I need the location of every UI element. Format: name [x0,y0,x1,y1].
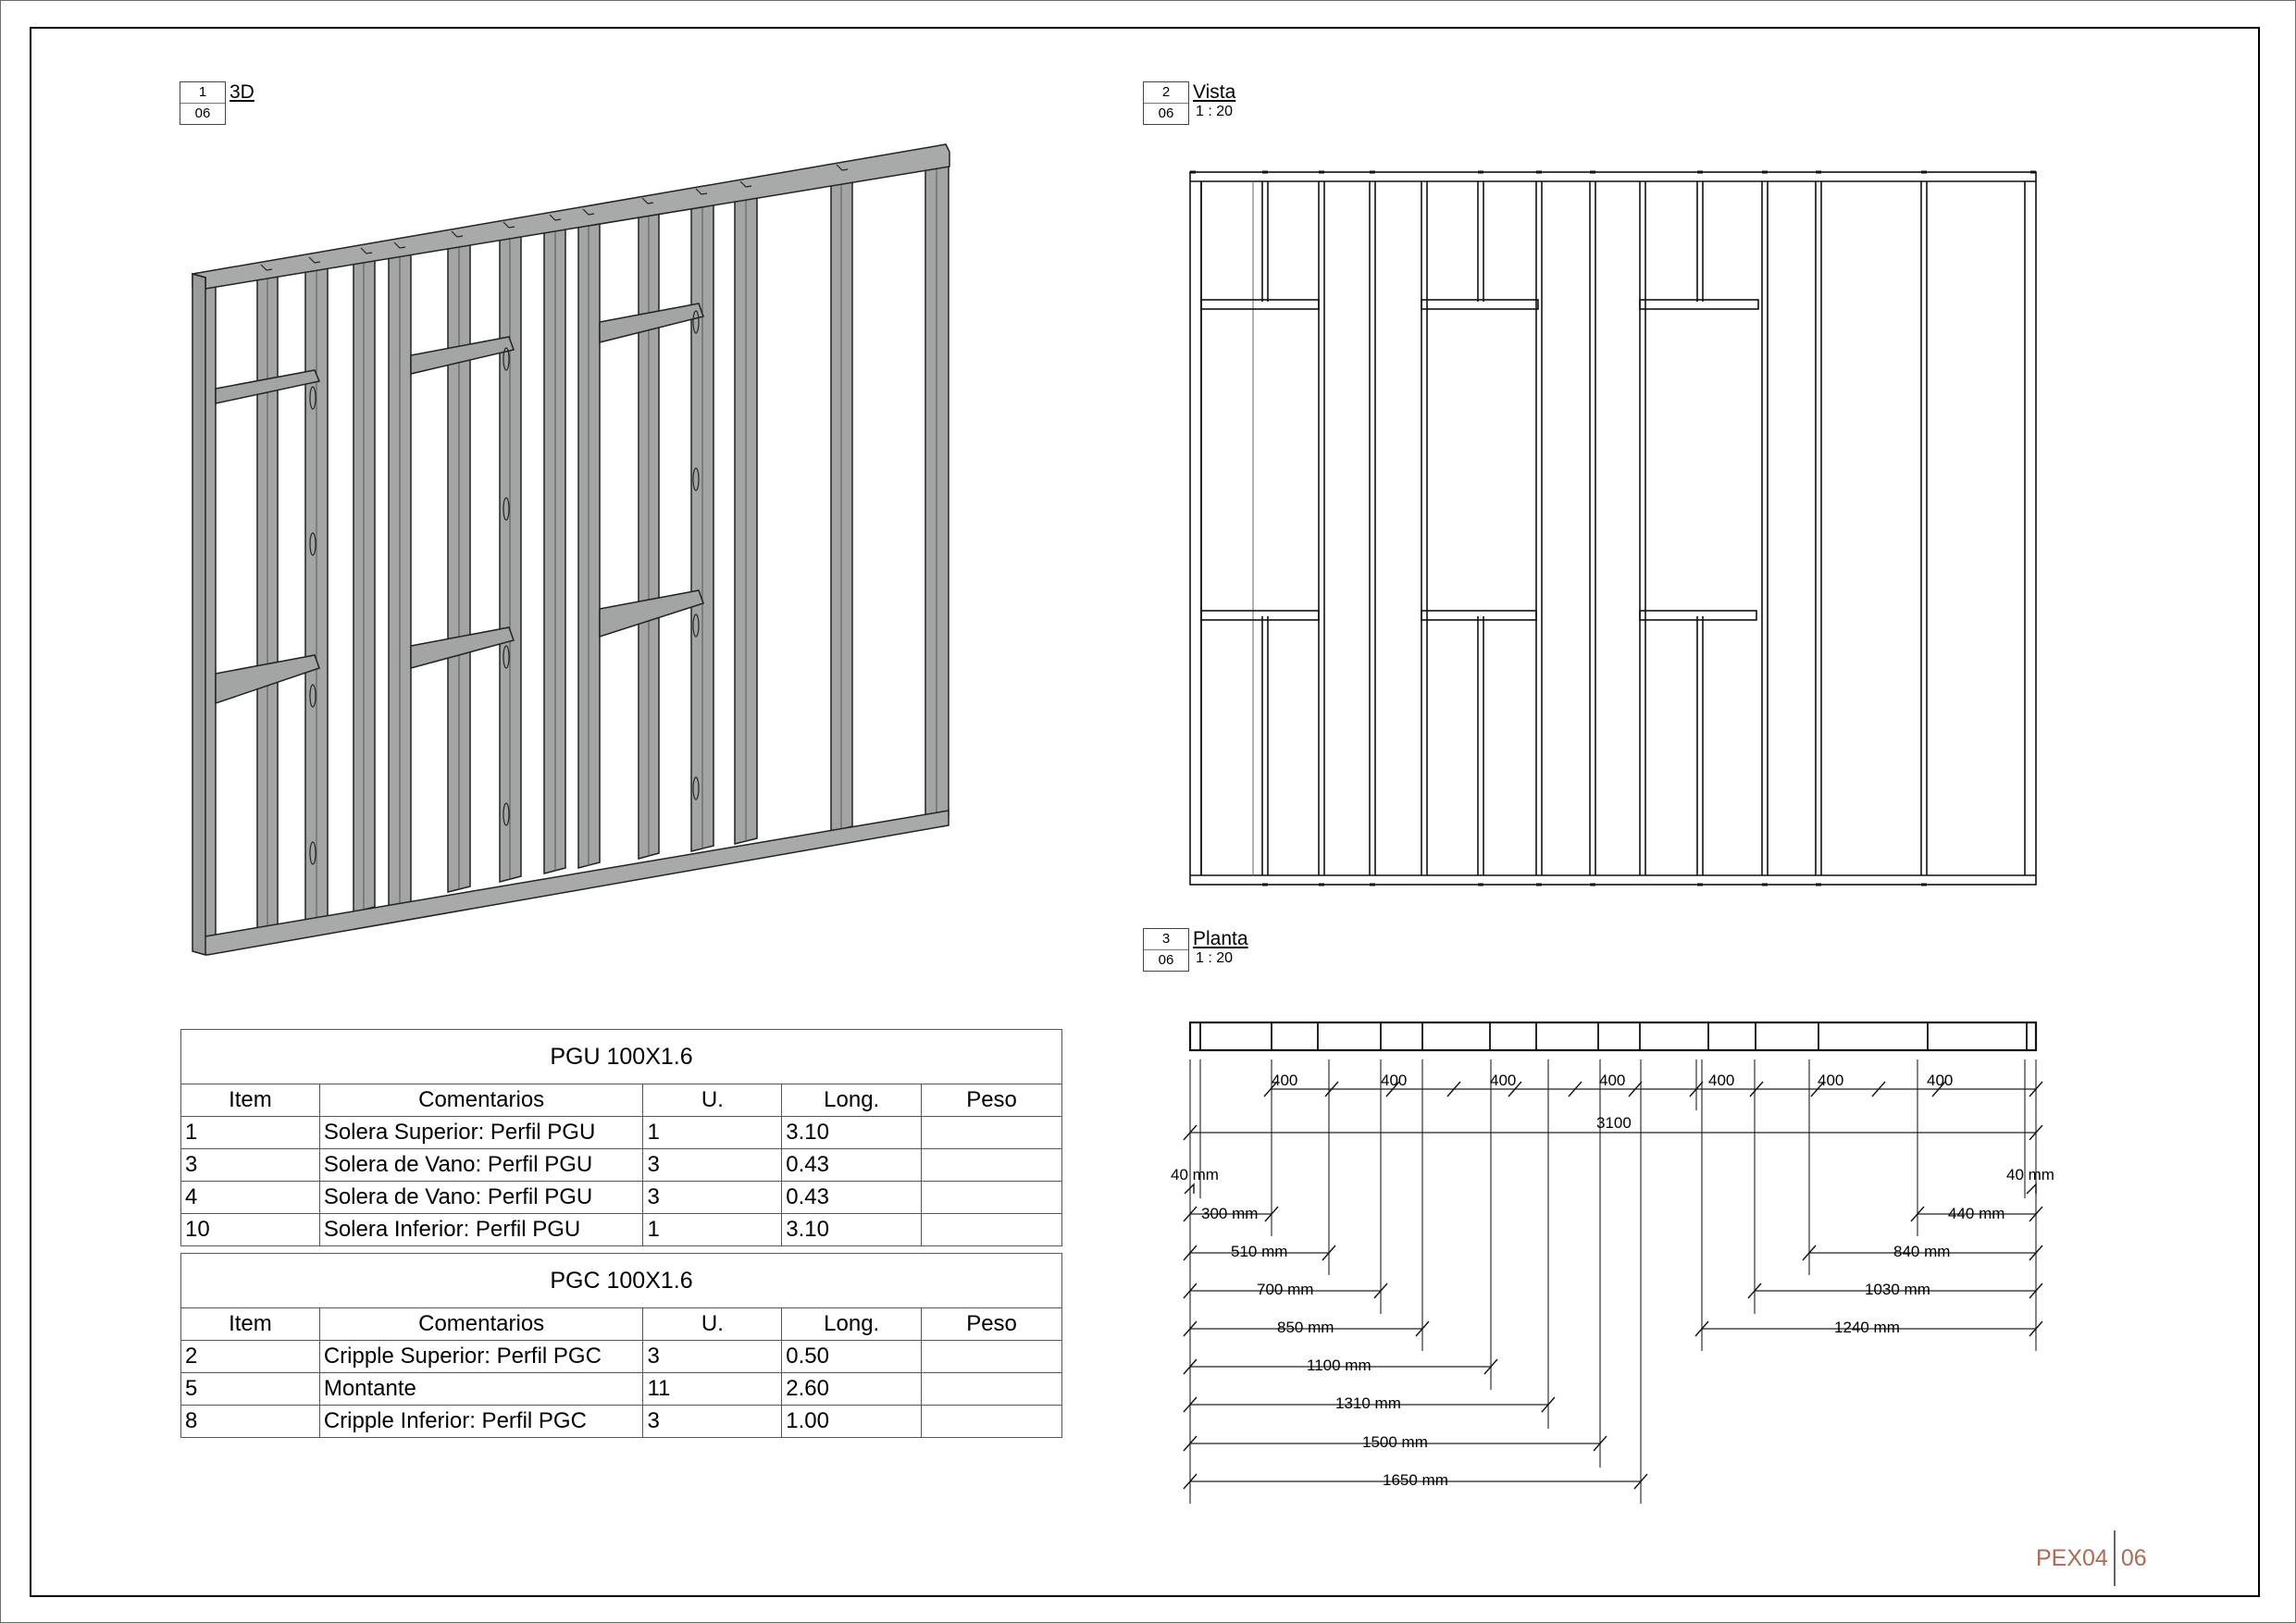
dim-edge-right: 40 mm [2006,1166,2054,1183]
col-header-long: Long. [782,1308,922,1341]
dim-spacing: 400 [1599,1072,1626,1089]
table-row [181,1406,1062,1438]
elevation-view[interactable] [1190,172,2036,885]
dim-from-left: 850 mm [1277,1319,1334,1336]
cell-long: 0.43 [782,1149,922,1182]
dim-from-right: 1030 mm [1865,1281,1930,1298]
dim-from-left: 1310 mm [1335,1394,1401,1412]
cell-long: 0.50 [782,1341,922,1373]
dim-from-left: 700 mm [1257,1281,1314,1298]
dim-edge-left: 40 mm [1171,1166,1219,1183]
cell-long: 1.00 [782,1406,922,1438]
elevation-headers [1201,300,1758,620]
cell-comentarios: Montante [319,1373,643,1406]
schedule-pgu [180,1029,1062,1246]
cell-long: 3.10 [782,1214,922,1246]
sheet-id [2036,1530,2147,1586]
view-title-3d[interactable]: 3D [230,81,254,103]
cell-u: 3 [643,1406,782,1438]
cell-u: 3 [643,1341,782,1373]
cell-item: 8 [181,1406,320,1438]
dim-from-left: 1500 mm [1362,1433,1428,1451]
elevation-outline [1190,172,2036,885]
cell-item: 5 [181,1373,320,1406]
plan-stud-sections [1200,1022,2027,1050]
col-header-comentarios: Comentarios [319,1084,643,1117]
col-header-u: U. [643,1308,782,1341]
view-title-planta[interactable]: Planta [1193,928,1248,949]
schedule-title: PGU 100X1.6 [181,1030,1062,1084]
cell-comentarios: Cripple Superior: Perfil PGC [319,1341,643,1373]
dim-from-left: 1650 mm [1383,1471,1448,1489]
view-sheet: 06 [1158,952,1174,968]
schedule-pgc [180,1253,1062,1438]
schedule-title: PGC 100X1.6 [181,1254,1062,1308]
table-row [181,1214,1062,1246]
cell-long: 0.43 [782,1182,922,1214]
plate-ticks [1190,172,2036,885]
view-title-vista[interactable]: Vista [1193,81,1236,103]
dim-spacing: 400 [1818,1072,1844,1089]
end-stud-left-3d [192,274,205,955]
dim-spacing: 400 [1927,1072,1954,1089]
view-sheet: 06 [194,105,211,121]
cell-comentarios: Solera de Vano: Perfil PGU [319,1149,643,1182]
view-scale: 1 : 20 [1196,104,1234,119]
cell-item: 1 [181,1117,320,1149]
table-row [181,1149,1062,1182]
cell-comentarios: Solera Superior: Perfil PGU [319,1117,643,1149]
col-header-long: Long. [782,1084,922,1117]
table-row [181,1341,1062,1373]
cell-comentarios: Solera de Vano: Perfil PGU [319,1182,643,1214]
sheet-code: PEX04 [2036,1544,2108,1571]
sheet-id-divider [2114,1530,2116,1586]
table-row [181,1182,1062,1214]
col-header-comentarios: Comentarios [319,1308,643,1341]
cell-u: 3 [643,1149,782,1182]
view-number: 1 [180,82,225,104]
dim-from-left: 1100 mm [1307,1357,1371,1374]
cell-item: 2 [181,1341,320,1373]
dim-from-right: 840 mm [1893,1243,1951,1260]
cell-peso [922,1117,1062,1149]
view-scale: 1 : 20 [1196,950,1234,966]
frame-3d-view[interactable] [192,144,949,955]
cell-item: 3 [181,1149,320,1182]
cell-peso [922,1182,1062,1214]
dim-from-left: 300 mm [1201,1205,1259,1222]
cell-item: 10 [181,1214,320,1246]
dim-spacing: 400 [1272,1072,1298,1089]
cell-comentarios: Solera Inferior: Perfil PGU [319,1214,643,1246]
col-header-peso: Peso [922,1084,1062,1117]
cell-comentarios: Cripple Inferior: Perfil PGC [319,1406,643,1438]
studs-3d [194,157,949,943]
dim-from-left: 510 mm [1231,1243,1288,1260]
table-row [181,1373,1062,1406]
dim-spacing: 400 [1381,1072,1408,1089]
cell-peso [922,1341,1062,1373]
cell-u: 1 [643,1117,782,1149]
dim-total: 3100 [1596,1114,1632,1132]
view-number: 3 [1144,929,1188,950]
col-header-peso: Peso [922,1308,1062,1341]
plan-view[interactable] [1184,1022,2042,1504]
dim-from-right: 440 mm [1948,1205,2005,1222]
cell-item: 4 [181,1182,320,1214]
col-header-item: Item [181,1308,320,1341]
cell-u: 11 [643,1373,782,1406]
cell-long: 3.10 [782,1117,922,1149]
sheet-number: 06 [2120,1544,2147,1571]
col-header-u: U. [643,1084,782,1117]
table-row [181,1117,1062,1149]
dim-spacing: 400 [1490,1072,1517,1089]
cell-peso [922,1406,1062,1438]
cell-long: 2.60 [782,1373,922,1406]
schedule-header-row [181,1308,1062,1341]
cell-peso [922,1149,1062,1182]
elevation-studs [1201,181,2025,875]
cell-peso [922,1373,1062,1406]
schedule-header-row [181,1084,1062,1117]
dim-spacing: 400 [1708,1072,1735,1089]
view-sheet: 06 [1158,105,1174,121]
view-number: 2 [1144,82,1188,104]
cell-u: 1 [643,1214,782,1246]
cell-u: 3 [643,1182,782,1214]
dim-from-right: 1240 mm [1834,1319,1900,1336]
col-header-item: Item [181,1084,320,1117]
cell-peso [922,1214,1062,1246]
